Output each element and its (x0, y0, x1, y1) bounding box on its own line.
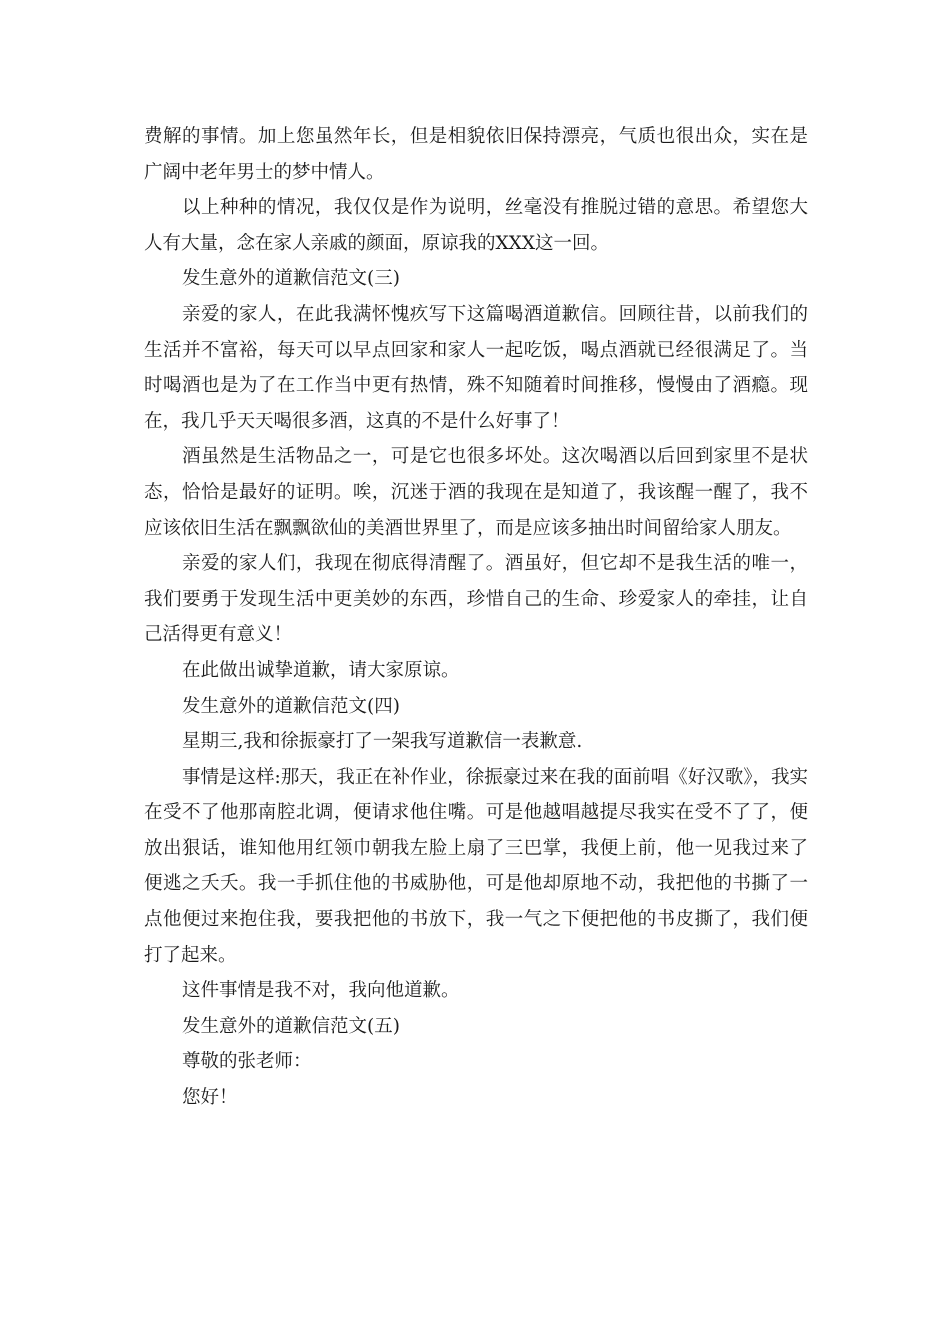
paragraph: 在此做出诚挚道歉，请大家原谅。 (182, 659, 460, 681)
paragraph-continuation: 费解的事情。加上您虽然年长，但是相貌依旧保持漂亮，气质也很出众，实在是广阔中老年男士的梦中情人。 (144, 126, 808, 183)
section-heading-5: 发生意外的道歉信范文(五) (182, 1015, 400, 1037)
paragraph: 这件事情是我不对，我向他道歉。 (182, 980, 460, 1002)
paragraph: 事情是这样:那天，我正在补作业，徐振豪过来在我的面前唱《好汉歌》，我实在受不了他那南腔北调，便请求他住嘴。可是他越唱越提尽我实在受不了了，便放出狠话，谁知他用红领巾朝我左脸上扇了三巴掌，我便上前，他一见我过来了便逃之夭夭。我一手抓住他的书威胁他，可是他却原地不动，我把他的书撕了一点他便过来抱住我，要我把他的书放下，我一气之下便把他的书皮撕了，我们便打了起来。 (144, 766, 808, 966)
section-heading-3: 发生意外的道歉信范文(三) (182, 268, 400, 290)
document-body (144, 119, 808, 1116)
paragraph: 星期三,我和徐振豪打了一架我写道歉信一表歉意. (182, 731, 583, 753)
paragraph: 酒虽然是生活物品之一，可是它也很多坏处。这次喝酒以后回到家里不是状态，恰恰是最好的证明。唉，沉迷于酒的我现在是知道了，我该醒一醒了，我不应该依旧生活在飘飘欲仙的美酒世界里了，而是应该多抽出时间留给家人朋友。 (144, 446, 808, 539)
paragraph: 亲爱的家人们，我现在彻底得清醒了。酒虽好，但它却不是我生活的唯一，我们要勇于发现生活中更美妙的东西，珍惜自己的生命、珍爱家人的牵挂，让自己活得更有意义！ (144, 553, 808, 646)
greeting: 您好！ (182, 1087, 238, 1109)
section-heading-4: 发生意外的道歉信范文(四) (182, 695, 400, 717)
paragraph: 亲爱的家人，在此我满怀愧疚写下这篇喝酒道歉信。回顾往昔，以前我们的生活并不富裕，每天可以早点回家和家人一起吃饭，喝点酒就已经很满足了。当时喝酒也是为了在工作当中更有热情，殊不知随着时间推移，慢慢由了酒瘾。现在，我几乎天天喝很多酒，这真的不是什么好事了！ (144, 303, 808, 432)
salutation: 尊敬的张老师： (182, 1051, 312, 1073)
paragraph-explanation: 以上种种的情况，我仅仅是作为说明，丝毫没有推脱过错的意思。希望您大人有大量，念在家人亲戚的颜面，原谅我的XXX这一回。 (144, 197, 808, 254)
